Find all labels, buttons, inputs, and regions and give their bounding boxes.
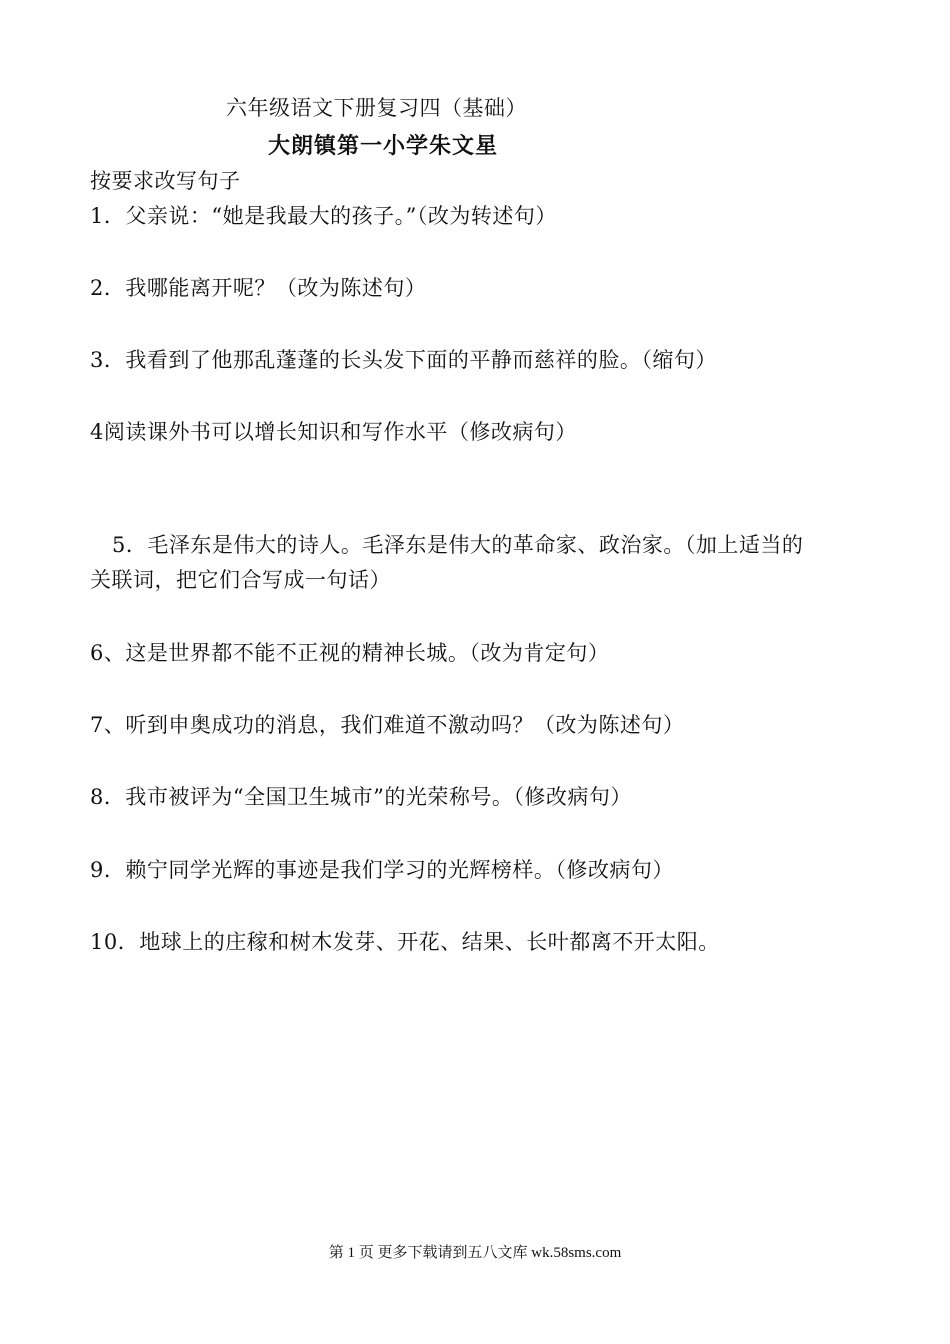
question-10: 10．地球上的庄稼和树木发芽、开花、结果、长叶都离不开太阳。	[90, 930, 720, 954]
question-6: 6、这是世界都不能不正视的精神长城。（改为肯定句）	[90, 641, 610, 665]
question-1: 1．父亲说：“她是我最大的孩子。”（改为转述句）	[90, 204, 557, 228]
question-7: 7、听到申奥成功的消息，我们难道不激动吗？（改为陈述句）	[90, 713, 685, 737]
question-2: 2．我哪能离开呢？（改为陈述句）	[90, 276, 427, 300]
section-heading: 按要求改写句子	[90, 169, 241, 193]
question-5-line-1: 5．毛泽东是伟大的诗人。毛泽东是伟大的革命家、政治家。（加上适当的	[112, 533, 804, 557]
page-footer: 第 1 页 更多下载请到五八文库 wk.58sms.com	[328, 1245, 622, 1261]
document-title: 六年级语文下册复习四（基础）	[226, 96, 527, 120]
question-4: 4阅读课外书可以增长知识和写作水平（修改病句）	[90, 420, 577, 444]
question-8: 8．我市被评为“全国卫生城市”的光荣称号。（修改病句）	[90, 785, 632, 809]
question-3: 3．我看到了他那乱蓬蓬的长头发下面的平静而慈祥的脸。（缩句）	[90, 348, 717, 372]
question-9: 9．赖宁同学光辉的事迹是我们学习的光辉榜样。（修改病句）	[90, 858, 674, 882]
question-5-line-2: 关联词，把它们合写成一句话）	[90, 568, 391, 592]
author-school: 大朗镇第一小学朱文星	[268, 133, 499, 159]
